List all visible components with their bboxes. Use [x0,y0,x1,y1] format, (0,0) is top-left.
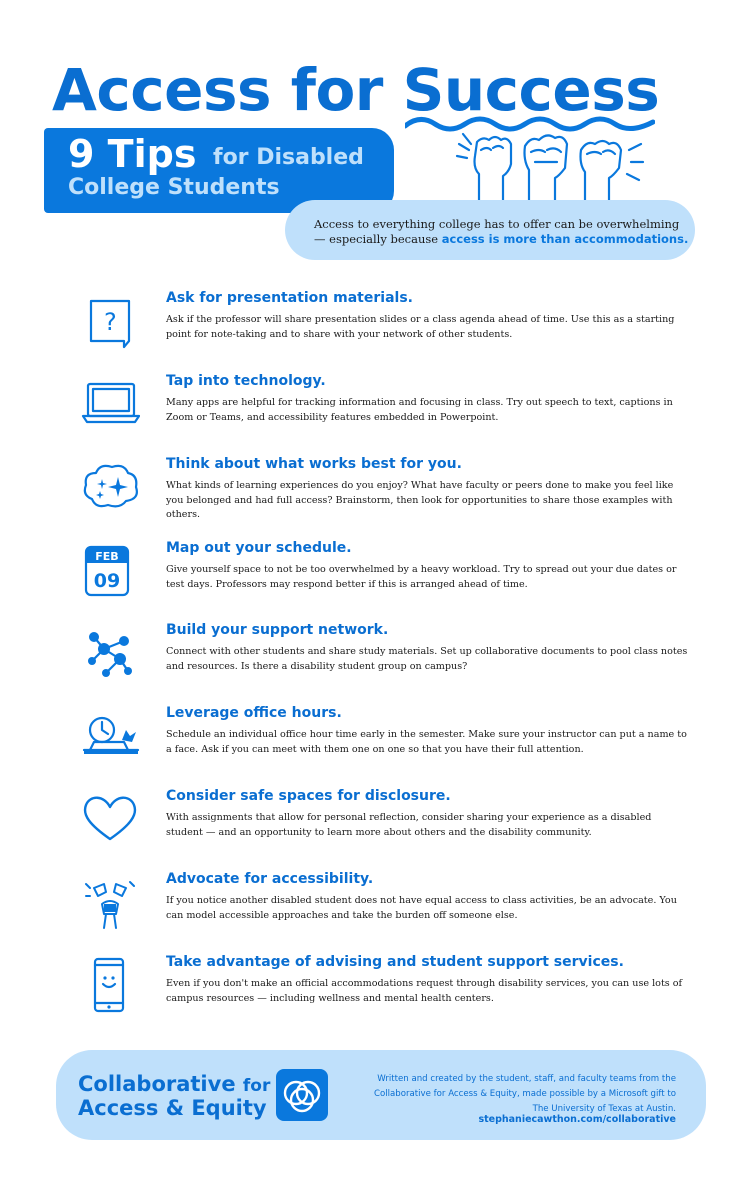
calendar-icon [80,543,140,599]
footer-credit-line2: Collaborative for Access & Equity, made possible by a Microsoft gift to [373,1089,676,1099]
tip-title: Leverage office hours. [166,705,342,721]
clock-desk-icon [80,708,140,764]
tip-body: Many apps are helpful for tracking information and focusing in class. Try out speech to text, captions in Zoom or Teams, and accessibility features embedded in Powerpoint. [166,397,673,423]
footer-credit-line1: Written and created by the student, staff, and faculty teams from the [377,1074,676,1084]
tip-title: Build your support network. [166,622,389,638]
raised-fists-illustration [455,130,645,202]
tip-title: Tap into technology. [166,373,326,389]
tip-item [0,870,750,950]
intro-emphasis: access is more than accommodations. [441,232,689,246]
tip-title: Ask for presentation materials. [166,290,413,306]
svg-text:?: ? [104,308,117,336]
footer-org-line2: Access & Equity [78,1096,267,1120]
footer-org-for: for [242,1076,271,1096]
subtitle-number: 9 Tips [68,132,197,176]
tip-body: Even if you don't make an official accommodations request through disability services, you can use lots of campus resources — including wellness and mental health centers. [166,978,683,1004]
subtitle-line1: for Disabled [213,145,364,170]
footer-url[interactable]: stephaniecawthon.com/collaborative [478,1114,676,1125]
footer-org-name [78,1073,270,1119]
intro-sentence: Access to everything college has to offer can be overwhelming — especially because [314,217,680,246]
tip-body: Give yourself space to not be too overwhelmed by a heavy workload. Try to spread out your due dates or test days. Professors may respond better if this is arranged ahead of time. [166,564,677,590]
tip-item [0,372,750,452]
heart-icon [80,791,140,847]
tip-item [0,953,750,1033]
tip-body: Schedule an individual office hour time early in the semester. Make sure your instructor can put a name to a face. Ask if you can meet with them one on one so that you have their full attention. [166,729,687,755]
collaborative-logo-icon [276,1069,328,1121]
tip-item [0,539,750,619]
question-speech-bubble-icon [80,293,140,349]
footer-credit-line3: The University of Texas at Austin. [532,1104,676,1114]
tip-item [0,455,750,535]
footer [56,1050,706,1140]
tip-title: Take advantage of advising and student support services. [166,954,624,970]
page-title: Access for Success [52,56,660,124]
tip-body: Ask if the professor will share presentation slides or a class agenda ahead of time. Use this as a starting point for note-taking and to share with your network of other students. [166,314,675,340]
network-nodes-icon [80,625,140,681]
intro-text [314,217,689,247]
tip-title: Advocate for accessibility. [166,871,374,887]
brainstorm-cloud-icon [80,459,140,515]
smartphone-smile-icon [80,957,140,1013]
tip-title: Think about what works best for you. [166,456,462,472]
tip-title: Map out your schedule. [166,540,352,556]
tip-body: Connect with other students and share study materials. Set up collaborative documents to pool class notes and resources. Is there a disability student group on campus? [166,646,688,672]
tip-body: If you notice another disabled student does not have equal access to class activities, be an advocate. You can model accessible approaches and take the burden off someone else. [166,895,677,921]
footer-credit [356,1072,676,1117]
tip-title: Consider safe spaces for disclosure. [166,788,451,804]
subtitle-line2: College Students [68,175,280,200]
tip-item [0,621,750,701]
tip-item [0,704,750,784]
tip-item [0,787,750,867]
tip-body: What kinds of learning experiences do you enjoy? What have faculty or peers done to make you feel like you belonged and had full access? Brainstorm, then look for opportunities to share those examples with others. [166,480,674,520]
calendar-day: 09 [93,570,121,592]
tip-item [0,289,750,369]
calendar-month: FEB [95,550,119,563]
tip-body: With assignments that allow for personal reflection, consider sharing your experience as a disabled student — and an opportunity to learn more about others and the disability community. [166,812,652,838]
footer-org-line1: Collaborative [78,1072,236,1096]
intro-callout [285,200,695,260]
raised-fists-icon [80,874,140,930]
laptop-icon [80,376,140,432]
